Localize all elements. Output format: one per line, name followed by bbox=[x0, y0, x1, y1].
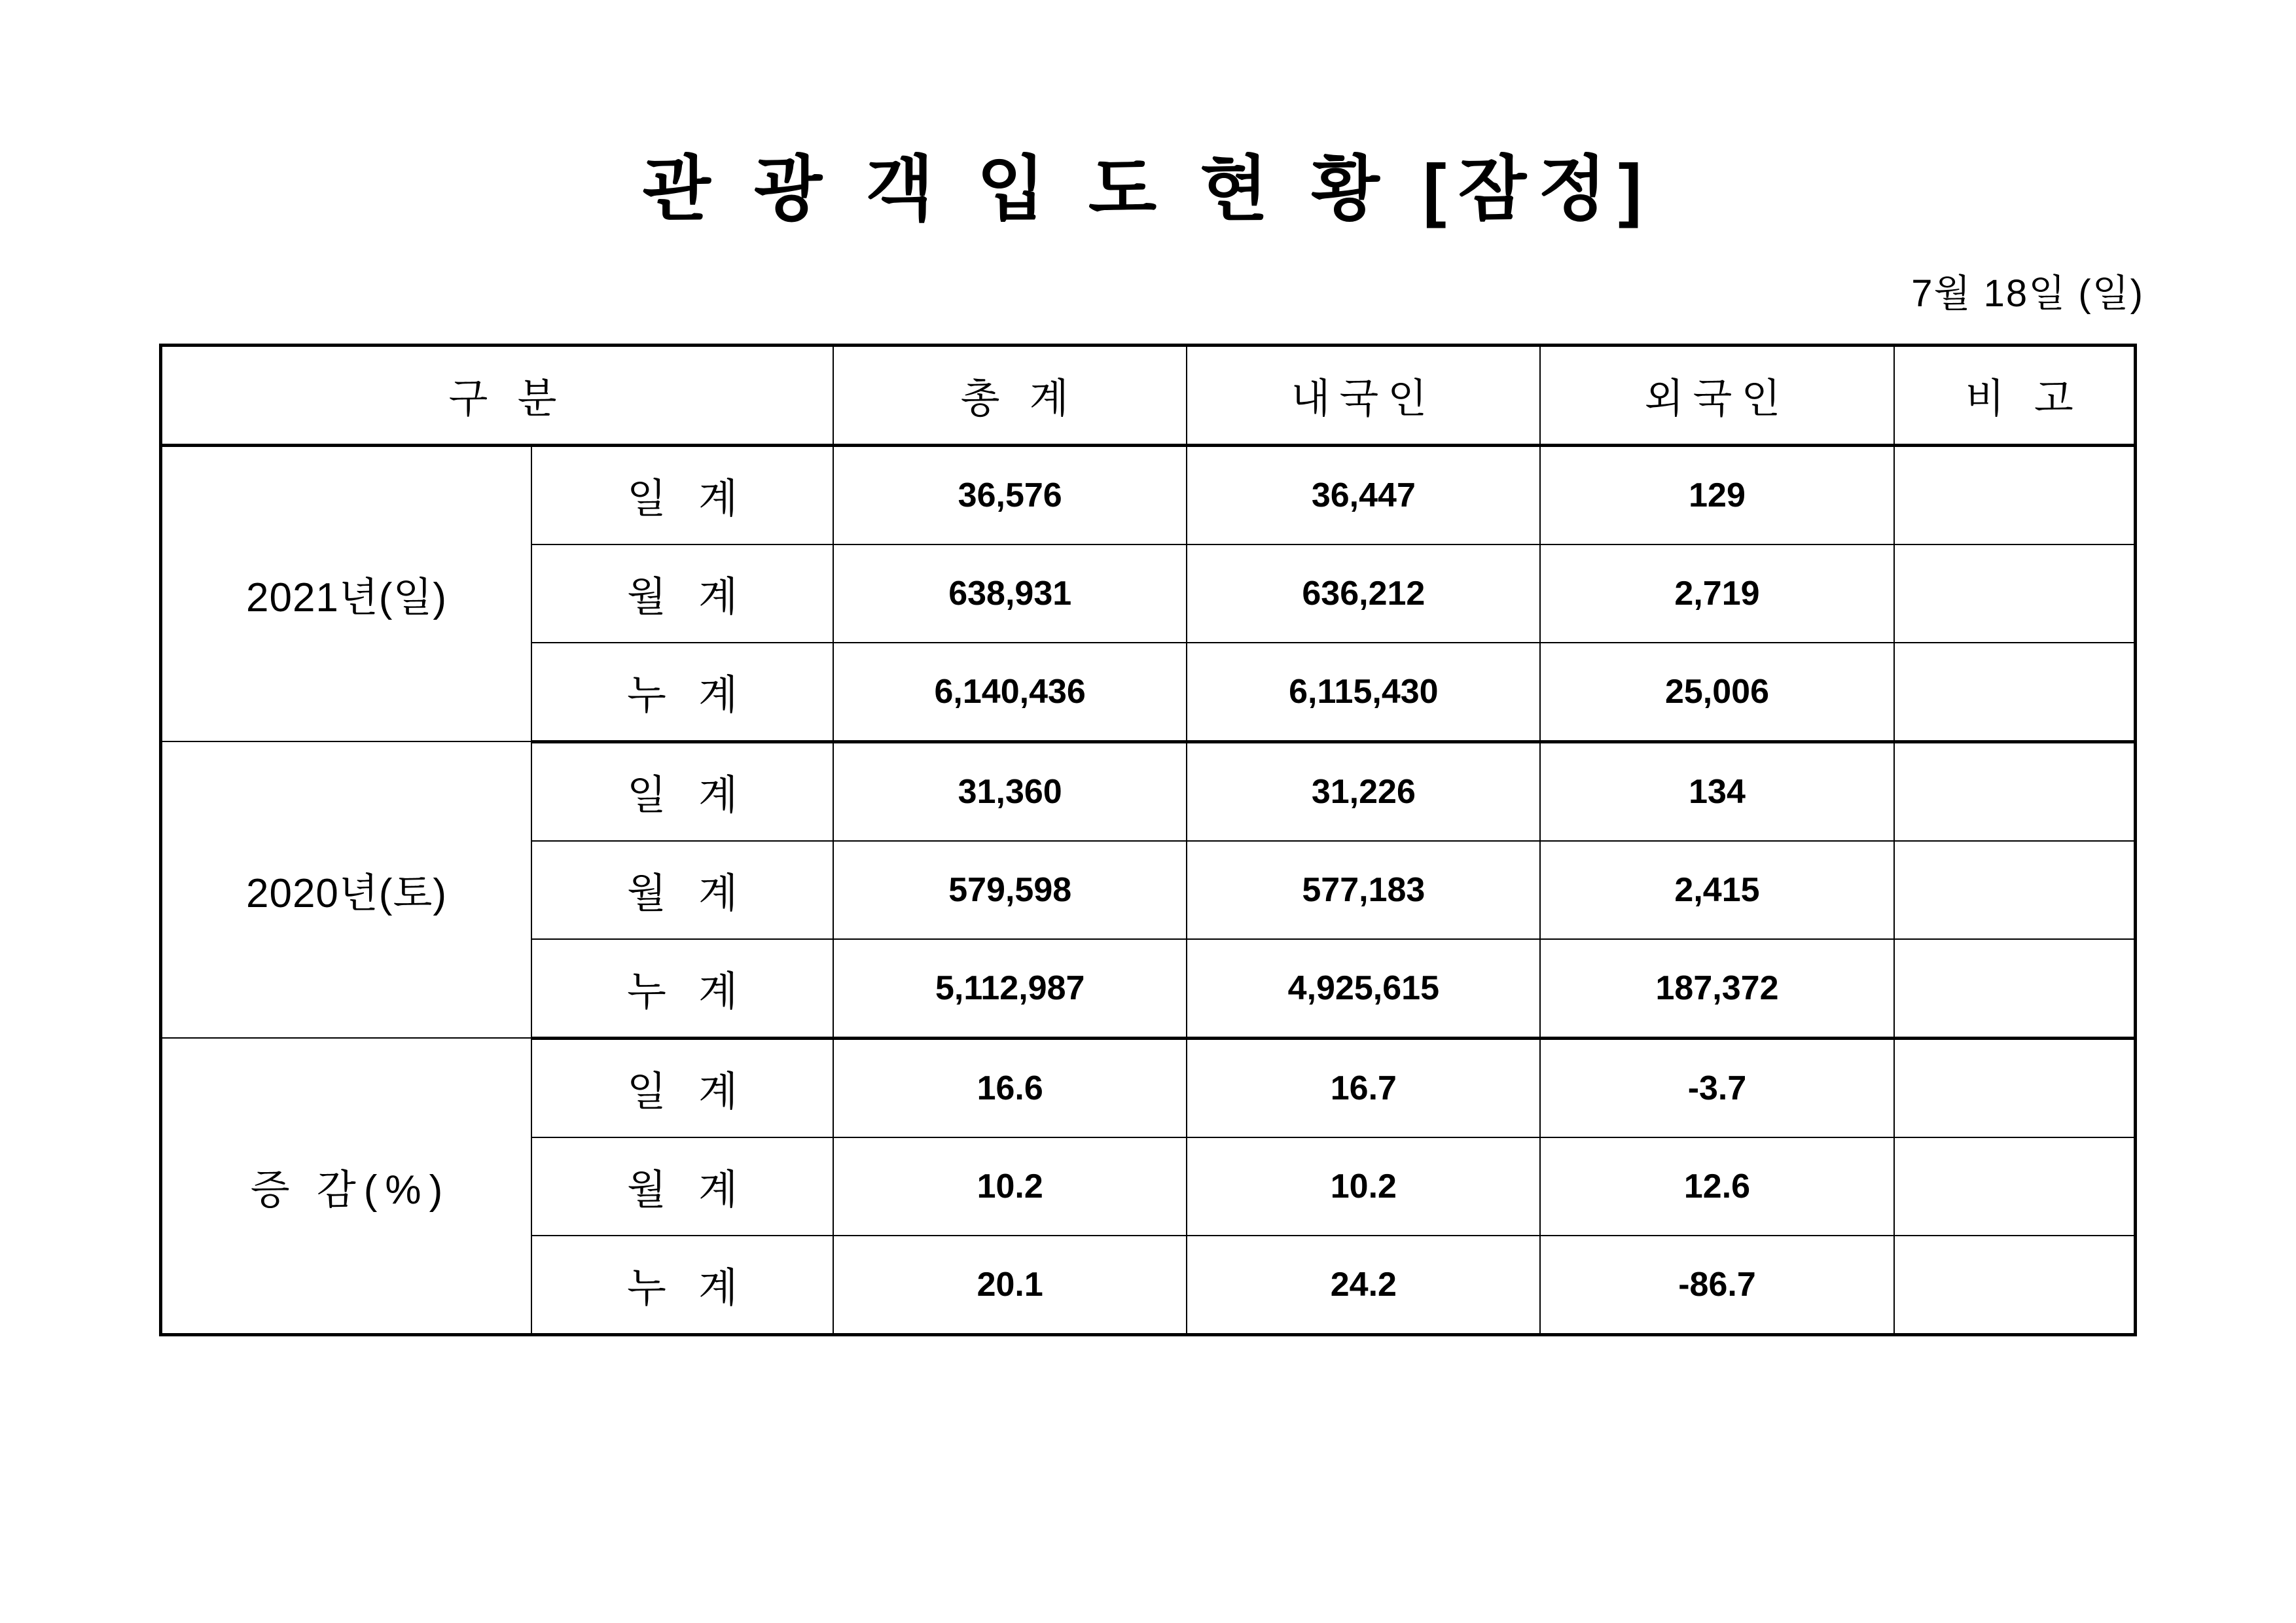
row-sub-label: 월 계 bbox=[531, 841, 833, 939]
cell-note bbox=[1894, 544, 2136, 643]
cell-foreign: 187,372 bbox=[1540, 939, 1893, 1039]
cell-note bbox=[1894, 1137, 2136, 1236]
cell-total: 6,140,436 bbox=[833, 643, 1187, 742]
cell-note bbox=[1894, 445, 2136, 544]
cell-foreign: 2,719 bbox=[1540, 544, 1893, 643]
row-sub-label: 일 계 bbox=[531, 1038, 833, 1137]
cell-note bbox=[1894, 741, 2136, 841]
column-header-note: 비 고 bbox=[1894, 345, 2136, 445]
row-sub-label: 월 계 bbox=[531, 1137, 833, 1236]
table-header bbox=[161, 345, 2136, 445]
cell-foreign: -86.7 bbox=[1540, 1236, 1893, 1335]
cell-total: 16.6 bbox=[833, 1038, 1187, 1137]
cell-domestic: 577,183 bbox=[1187, 841, 1540, 939]
cell-domestic: 36,447 bbox=[1187, 445, 1540, 544]
cell-total: 5,112,987 bbox=[833, 939, 1187, 1039]
page-title: 관 광 객 입 도 현 황 [잠정] bbox=[642, 149, 1654, 228]
cell-note bbox=[1894, 1236, 2136, 1335]
cell-domestic: 6,115,430 bbox=[1187, 643, 1540, 742]
column-header-domestic: 내국인 bbox=[1187, 345, 1540, 445]
cell-foreign: 134 bbox=[1540, 741, 1893, 841]
row-group-label-change: 증 감(%) bbox=[161, 1038, 532, 1334]
column-header-gubun: 구 분 bbox=[161, 345, 834, 445]
cell-total: 31,360 bbox=[833, 741, 1187, 841]
row-sub-label: 누 계 bbox=[531, 939, 833, 1039]
row-group-label-2021: 2021년(일) bbox=[161, 445, 532, 741]
column-header-total: 총 계 bbox=[833, 345, 1187, 445]
cell-total: 579,598 bbox=[833, 841, 1187, 939]
table-row bbox=[161, 1038, 2136, 1137]
row-sub-label: 누 계 bbox=[531, 1236, 833, 1335]
cell-domestic: 10.2 bbox=[1187, 1137, 1540, 1236]
cell-domestic: 31,226 bbox=[1187, 741, 1540, 841]
table-header-row bbox=[161, 345, 2136, 445]
cell-total: 20.1 bbox=[833, 1236, 1187, 1335]
cell-total: 10.2 bbox=[833, 1137, 1187, 1236]
cell-domestic: 4,925,615 bbox=[1187, 939, 1540, 1039]
table-body bbox=[161, 445, 2136, 1334]
cell-foreign: 25,006 bbox=[1540, 643, 1893, 742]
column-header-foreign: 외국인 bbox=[1540, 345, 1893, 445]
cell-note bbox=[1894, 1038, 2136, 1137]
cell-domestic: 16.7 bbox=[1187, 1038, 1540, 1137]
table-row bbox=[161, 741, 2136, 841]
cell-foreign: 2,415 bbox=[1540, 841, 1893, 939]
cell-note bbox=[1894, 643, 2136, 742]
cell-total: 638,931 bbox=[833, 544, 1187, 643]
cell-note bbox=[1894, 841, 2136, 939]
row-sub-label: 일 계 bbox=[531, 741, 833, 841]
table-row bbox=[161, 445, 2136, 544]
tourist-arrivals-table bbox=[159, 344, 2137, 1336]
cell-note bbox=[1894, 939, 2136, 1039]
cell-domestic: 636,212 bbox=[1187, 544, 1540, 643]
row-sub-label: 월 계 bbox=[531, 544, 833, 643]
row-sub-label: 일 계 bbox=[531, 445, 833, 544]
table-container bbox=[0, 317, 2296, 1336]
cell-domestic: 24.2 bbox=[1187, 1236, 1540, 1335]
row-sub-label: 누 계 bbox=[531, 643, 833, 742]
cell-foreign: 12.6 bbox=[1540, 1137, 1893, 1236]
row-group-label-2020: 2020년(토) bbox=[161, 741, 532, 1038]
cell-total: 36,576 bbox=[833, 445, 1187, 544]
report-date: 7월 18일 (일) bbox=[1911, 272, 2144, 315]
cell-foreign: -3.7 bbox=[1540, 1038, 1893, 1137]
cell-foreign: 129 bbox=[1540, 445, 1893, 544]
